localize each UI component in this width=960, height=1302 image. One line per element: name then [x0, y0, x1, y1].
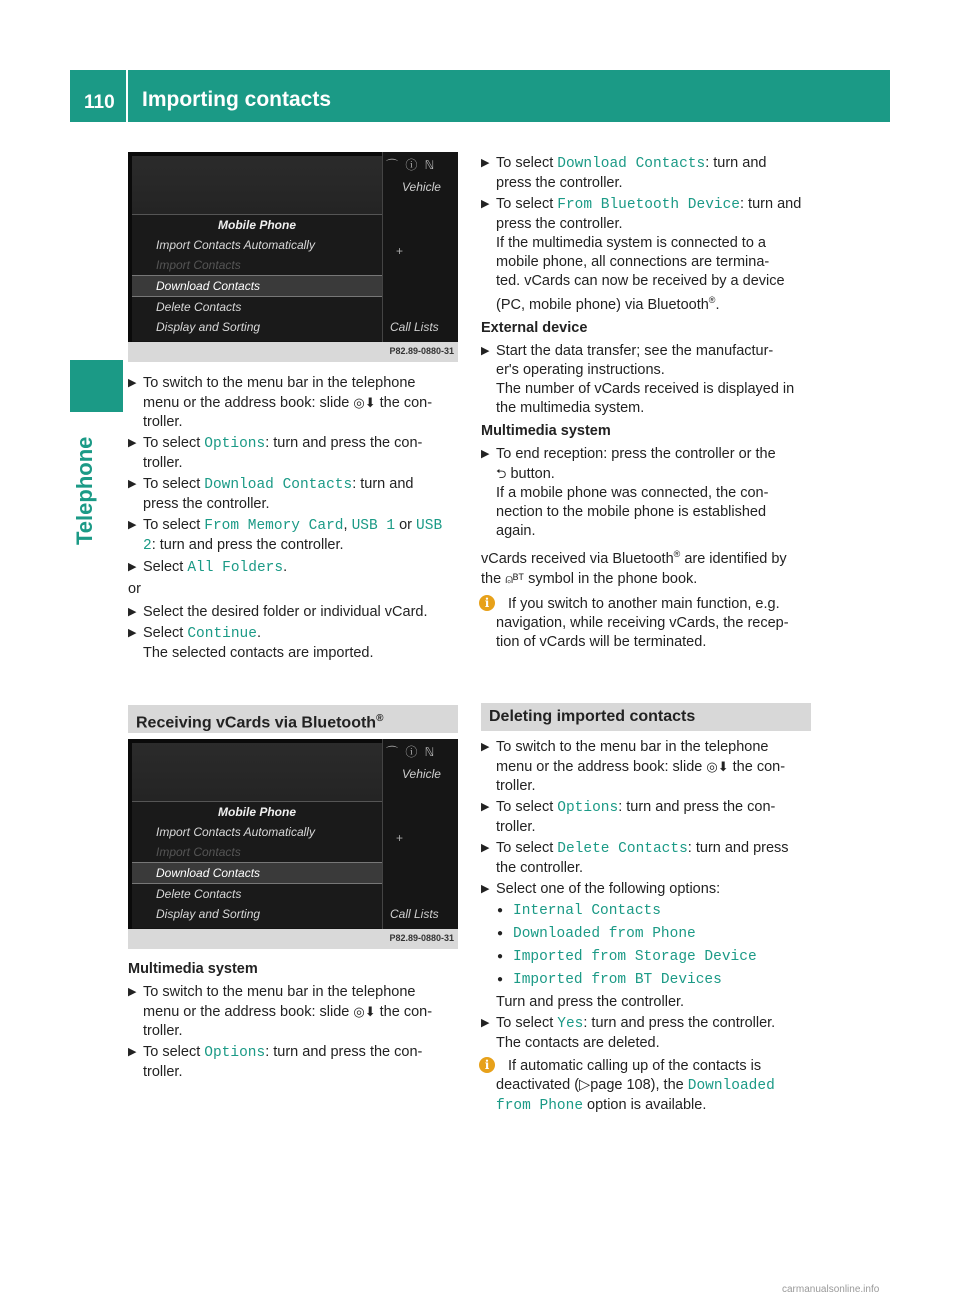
- step: [481, 154, 821, 193]
- controller-slide-down-icon: ◎⬇: [353, 395, 376, 410]
- step: [481, 195, 821, 315]
- subheading-multimedia-system: Multimedia system: [481, 422, 611, 439]
- menu-option-download-contacts: Download Contacts: [557, 156, 706, 172]
- left-column-steps: [128, 374, 463, 665]
- menu-option-usb2: USB: [416, 518, 443, 534]
- text: navigation, while receiving vCards, the recep-: [496, 614, 789, 631]
- screen-menu-title: Mobile Phone: [218, 805, 296, 819]
- text: To select: [496, 196, 554, 212]
- status-icons: ⌒ ⓘ ℕ: [386, 745, 437, 759]
- caption-code: P82.89-0880-31: [389, 933, 454, 943]
- bullet-icon: ●: [497, 928, 504, 939]
- play-right-icon: ▶: [128, 519, 137, 531]
- step-text: press the controller.: [496, 175, 623, 191]
- step-text-line: [496, 798, 821, 818]
- menu-option-downloaded: Downloaded: [687, 1078, 775, 1094]
- page-title: Importing contacts: [142, 88, 332, 111]
- screen-menu-item-selected: Download Contacts: [132, 862, 382, 884]
- text: : turn and press the con-: [265, 435, 423, 451]
- play-right-icon: ▶: [128, 986, 137, 998]
- list-item: [481, 924, 821, 944]
- menu-option-delete-contacts: Delete Contacts: [557, 841, 688, 857]
- menu-option-continue: Continue: [187, 626, 257, 642]
- text: (PC, mobile phone) via Bluetooth: [496, 296, 709, 313]
- option-imported-from-storage: Imported from Storage Device: [513, 949, 757, 965]
- menu-option-usb2-cont: 2: [143, 538, 152, 554]
- step-text: troller.: [143, 414, 183, 430]
- play-right-icon: ▶: [128, 478, 137, 490]
- text: : turn and press the controller.: [583, 1015, 776, 1031]
- text: the con-: [379, 1004, 433, 1020]
- text: : turn and press the controller.: [151, 537, 344, 553]
- step-text: troller.: [143, 455, 183, 471]
- step-text: If a mobile phone was connected, the con-: [496, 484, 769, 501]
- bullet-icon: ●: [497, 905, 504, 916]
- step-text-line: [496, 291, 821, 315]
- text: : turn and press: [687, 840, 789, 856]
- right-column-steps: [481, 154, 821, 652]
- step-text-line: [143, 434, 463, 454]
- left-column-multimedia: [128, 960, 463, 1084]
- screenshot-caption: [128, 342, 458, 362]
- step: [128, 603, 463, 622]
- step: [128, 1043, 463, 1082]
- step-text: er's operating instructions.: [496, 361, 665, 378]
- text: page 108), the: [590, 1077, 684, 1093]
- screen-menu: [132, 214, 382, 341]
- text: are identified by: [684, 550, 787, 567]
- step-text: troller.: [496, 778, 536, 794]
- step-text-line: [496, 1014, 821, 1034]
- menu-option-options: Options: [557, 800, 619, 816]
- menu-option-options: Options: [204, 1045, 266, 1061]
- play-right-icon: ▶: [481, 1017, 490, 1029]
- text: the: [481, 570, 502, 587]
- list-item: [481, 970, 821, 990]
- text: ®: [376, 713, 384, 724]
- play-right-icon: ▶: [128, 437, 137, 449]
- info-icon: i: [479, 595, 495, 611]
- screen-menu-item: Delete Contacts: [156, 887, 242, 901]
- text: symbol in the phone book.: [528, 570, 698, 587]
- bluetooth-contact-icon: ⍝ᴮᵀ: [505, 570, 525, 586]
- subheading-multimedia-system: Multimedia system: [128, 961, 258, 977]
- option-downloaded-from-phone: Downloaded from Phone: [513, 926, 696, 942]
- play-right-icon: ▶: [128, 606, 137, 618]
- step: [481, 880, 821, 899]
- step-text: To switch to the menu bar in the telephone: [143, 375, 416, 391]
- step-text: If the multimedia system is connected to a: [496, 235, 766, 251]
- step: [128, 374, 463, 432]
- subheading-external-device: External device: [481, 319, 588, 336]
- screen-vehicle-label: Vehicle: [402, 180, 441, 194]
- step-text-line: [143, 393, 463, 413]
- menu-option-download-contacts: Download Contacts: [204, 477, 353, 493]
- text: .: [715, 296, 720, 313]
- play-right-icon: ▶: [481, 741, 490, 753]
- step: [481, 1014, 821, 1053]
- screen-menu-item: Import Contacts: [156, 258, 241, 272]
- step-text: troller.: [143, 1064, 183, 1080]
- screen-call-lists-label: Call Lists: [390, 907, 439, 921]
- text: To select: [496, 840, 554, 856]
- info-note-auto-calling: [481, 1057, 821, 1116]
- status-icons: ⌒ ⓘ ℕ: [386, 158, 437, 172]
- text: To select: [496, 1015, 554, 1031]
- text: the con-: [732, 759, 786, 775]
- text: To select: [496, 155, 554, 171]
- step: [481, 738, 821, 796]
- text: : turn and: [705, 155, 767, 171]
- play-right-icon: ▶: [128, 627, 137, 639]
- step-text: press the controller.: [496, 216, 623, 232]
- screen-menu-item: Delete Contacts: [156, 300, 242, 314]
- page-ref-arrow-icon: ▷: [579, 1077, 591, 1093]
- step-text: To switch to the menu bar in the telephone: [143, 984, 416, 1000]
- screen-menu-item-selected: Download Contacts: [132, 275, 382, 297]
- text-line: [496, 1076, 821, 1096]
- step: [481, 839, 821, 878]
- controller-slide-down-icon: ◎⬇: [706, 759, 729, 774]
- menu-option-usb1: USB 1: [351, 518, 396, 534]
- text: .: [283, 559, 288, 575]
- text: ,: [343, 517, 348, 533]
- right-column-delete-steps: [481, 738, 821, 1116]
- play-right-icon: ▶: [481, 883, 490, 895]
- info-icon: i: [479, 1057, 495, 1073]
- plus-icon: +: [396, 244, 404, 258]
- menu-option-from-phone: from Phone: [496, 1098, 584, 1114]
- play-right-icon: ▶: [481, 157, 490, 169]
- text: : turn and: [740, 196, 802, 212]
- text: To select: [143, 517, 201, 533]
- play-right-icon: ▶: [481, 842, 490, 854]
- step-text-line: [496, 154, 821, 174]
- screen-menu-item: Display and Sorting: [156, 907, 261, 921]
- list-item: [481, 901, 821, 921]
- step-text-line: [143, 1043, 463, 1063]
- step-text: Select the desired folder or individual vCard.: [143, 604, 428, 620]
- menu-option-from-memory-card: From Memory Card: [204, 518, 344, 534]
- option-imported-from-bt: Imported from BT Devices: [513, 972, 722, 988]
- menu-option-yes: Yes: [557, 1016, 584, 1032]
- step: [481, 342, 821, 418]
- side-tab-label: Telephone: [72, 436, 97, 545]
- text: vCards received via Bluetooth: [481, 550, 674, 567]
- step-text-line: [496, 839, 821, 859]
- play-right-icon: ▶: [481, 344, 490, 357]
- step-text-line: [143, 624, 463, 644]
- text: To select: [496, 799, 554, 815]
- footer-site: carmanualsonline.info: [782, 1284, 880, 1295]
- screenshot-telephone-menu-1: [128, 152, 458, 362]
- screen-menu-title: Mobile Phone: [218, 218, 296, 232]
- step-text: Start the data transfer; see the manufactur-: [496, 342, 774, 359]
- bullet-icon: ●: [497, 974, 504, 985]
- text: or: [399, 517, 413, 533]
- paragraph-bt-identified: [481, 545, 821, 589]
- text: : turn and: [352, 476, 414, 492]
- screen-menu-item: Import Contacts Automatically: [156, 825, 315, 839]
- step-text: The number of vCards received is displayed in: [496, 380, 795, 397]
- step-text: the controller.: [496, 860, 584, 876]
- step-text: ted. vCards can now be received by a device: [496, 273, 785, 289]
- text: the con-: [379, 395, 433, 411]
- screen-menu: [132, 801, 382, 928]
- screenshot-telephone-menu-2: [128, 739, 458, 949]
- text: Select: [143, 625, 184, 641]
- step-text: again.: [496, 522, 536, 539]
- step-text: the multimedia system.: [496, 399, 645, 416]
- text: button.: [510, 465, 555, 482]
- play-right-icon: ▶: [128, 377, 137, 389]
- menu-option-options: Options: [204, 436, 266, 452]
- screen-menu-item: Display and Sorting: [156, 320, 261, 334]
- step-text: The contacts are deleted.: [496, 1035, 660, 1051]
- step-text-line: [496, 464, 821, 484]
- text: menu or the address book: slide: [143, 395, 350, 411]
- step: [128, 558, 463, 578]
- step-text: mobile phone, all connections are termina-: [496, 254, 770, 270]
- play-right-icon: ▶: [481, 198, 490, 210]
- text: menu or the address book: slide: [496, 759, 703, 775]
- step-text-line: [143, 1002, 463, 1022]
- back-button-icon: ⮌: [496, 465, 507, 481]
- step: [481, 798, 821, 837]
- step-text-line: [496, 757, 821, 777]
- step: [128, 516, 463, 556]
- screen-menu-item: Import Contacts Automatically: [156, 238, 315, 252]
- text: If you switch to another main function, e.g.: [508, 595, 780, 612]
- play-right-icon: ▶: [128, 561, 137, 573]
- text: : turn and press the con-: [618, 799, 776, 815]
- step: [128, 983, 463, 1041]
- text: If automatic calling up of the contacts is: [508, 1058, 762, 1074]
- text: Select: [143, 559, 184, 575]
- step: [481, 445, 821, 541]
- text: .: [256, 625, 261, 641]
- step-text: nection to the mobile phone is established: [496, 503, 767, 520]
- step-text-line: [143, 475, 463, 495]
- header-divider: [126, 70, 128, 122]
- screen-menu-item: Import Contacts: [156, 845, 241, 859]
- step-text-line: [143, 558, 463, 578]
- text-line: [496, 1096, 821, 1116]
- step: [128, 624, 463, 663]
- section-heading-receiving-vcards: [128, 705, 458, 733]
- page-number: 110: [84, 92, 115, 113]
- step-text: To switch to the menu bar in the telephone: [496, 739, 769, 755]
- screen-call-lists-label: Call Lists: [390, 320, 439, 334]
- or-text: or: [128, 581, 141, 597]
- step-text: To end reception: press the controller or the: [496, 445, 776, 462]
- step-text-line: [496, 195, 821, 215]
- step-text: Select one of the following options:: [496, 881, 721, 897]
- step: [128, 475, 463, 514]
- step: [128, 434, 463, 473]
- text: ®: [673, 548, 681, 559]
- menu-option-from-bluetooth-device: From Bluetooth Device: [557, 197, 740, 213]
- plus-icon: +: [396, 831, 404, 845]
- side-tab-block: [70, 360, 123, 412]
- step-text: troller.: [143, 1023, 183, 1039]
- text: Receiving vCards via Bluetooth: [136, 714, 377, 732]
- text: : turn and press the con-: [265, 1044, 423, 1060]
- step-text: press the controller.: [143, 496, 270, 512]
- step-text: Turn and press the controller.: [496, 994, 685, 1010]
- text: To select: [143, 435, 201, 451]
- text: option is available.: [587, 1097, 707, 1113]
- text: menu or the address book: slide: [143, 1004, 350, 1020]
- menu-option-all-folders: All Folders: [187, 560, 284, 576]
- step-text: The selected contacts are imported.: [143, 645, 374, 661]
- section-heading-deleting-contacts: Deleting imported contacts: [481, 703, 811, 731]
- list-item: [481, 947, 821, 967]
- caption-code: P82.89-0880-31: [389, 346, 454, 356]
- step-text-line: [143, 516, 463, 536]
- controller-slide-down-icon: ◎⬇: [353, 1004, 376, 1019]
- step-text-line: [143, 536, 463, 556]
- screen-vehicle-label: Vehicle: [402, 767, 441, 781]
- bullet-icon: ●: [497, 951, 504, 962]
- play-right-icon: ▶: [481, 801, 490, 813]
- screenshot-caption: [128, 929, 458, 949]
- play-right-icon: ▶: [481, 447, 490, 460]
- info-note-switch-function: [481, 595, 821, 652]
- text: deactivated (: [496, 1077, 580, 1093]
- text: tion of vCards will be terminated.: [496, 633, 707, 650]
- text: To select: [143, 476, 201, 492]
- option-internal-contacts: Internal Contacts: [513, 903, 661, 919]
- text: To select: [143, 1044, 201, 1060]
- step-text: troller.: [496, 819, 536, 835]
- play-right-icon: ▶: [128, 1046, 137, 1058]
- text: ®: [708, 295, 716, 305]
